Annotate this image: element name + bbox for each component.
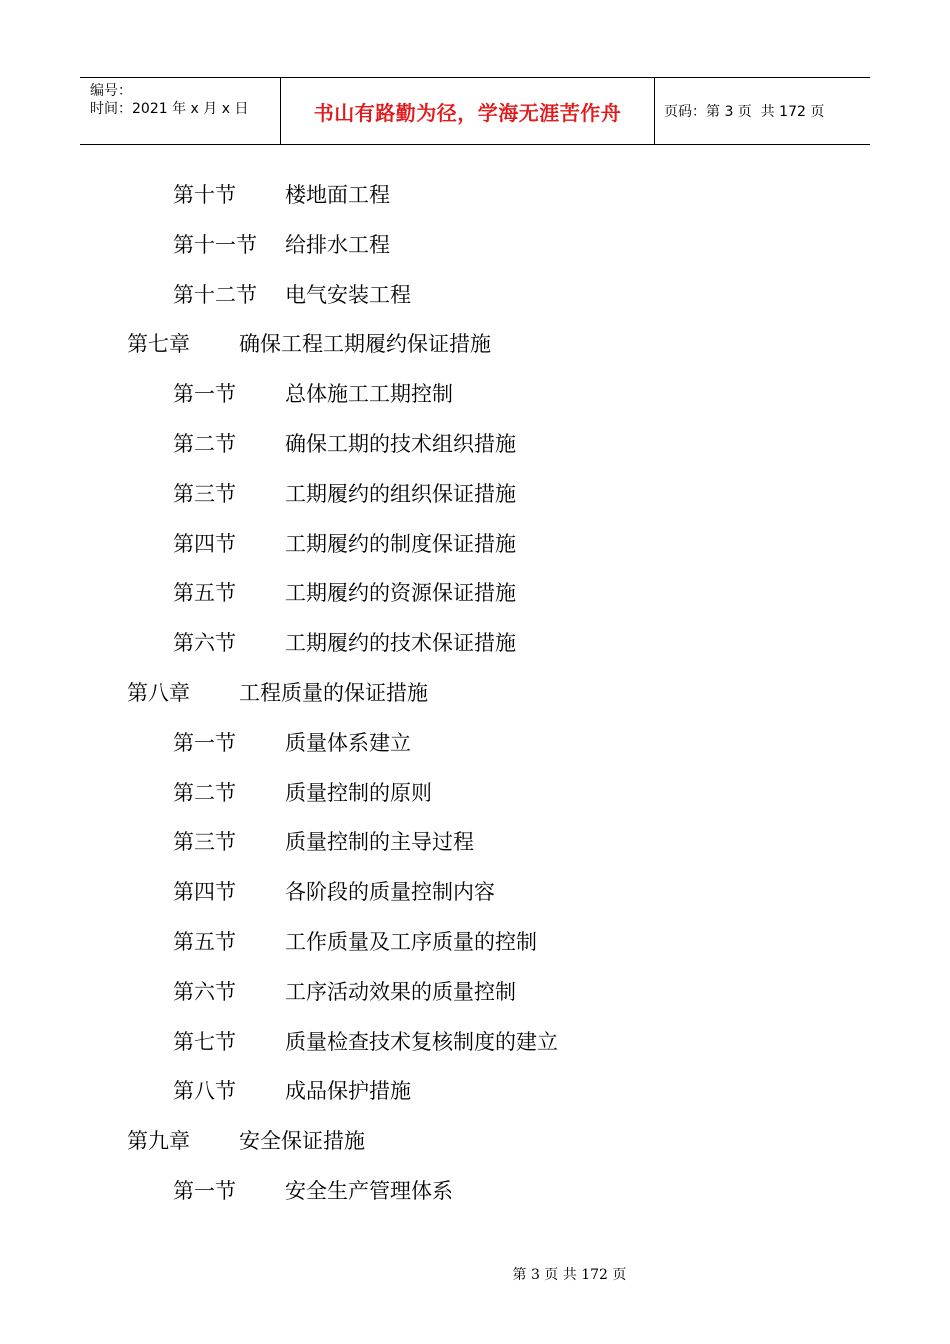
slogan-text: 书山有路勤为径，学海无涯苦作舟	[313, 100, 622, 125]
document-number-label: 编号：	[90, 83, 132, 99]
chapter-title: 安全保证措施	[239, 1129, 365, 1153]
section-number: 第十二节	[173, 283, 257, 307]
section-title: 质量检查技术复核制度的建立	[285, 1030, 558, 1054]
header-slogan-cell	[281, 78, 655, 144]
section-title: 工期履约的组织保证措施	[285, 482, 516, 506]
section-title: 工期履约的技术保证措施	[285, 631, 516, 655]
section-title: 各阶段的质量控制内容	[285, 880, 495, 904]
section-title: 质量控制的原则	[285, 781, 432, 805]
section-number: 第四节	[173, 880, 236, 904]
section-number: 第十节	[173, 183, 236, 207]
section-number: 第十一节	[173, 233, 257, 257]
section-number: 第二节	[173, 432, 236, 456]
chapter-number: 第九章	[127, 1129, 190, 1153]
chapter-title: 工程质量的保证措施	[239, 681, 428, 705]
section-number: 第六节	[173, 980, 236, 1004]
page-footer	[0, 1248, 950, 1284]
section-title: 成品保护措施	[285, 1079, 411, 1103]
header-info-cell	[80, 78, 281, 144]
section-title: 给排水工程	[285, 233, 390, 257]
document-time-label: 时间：2021 年 x 月 x 日	[90, 101, 249, 117]
section-title: 工期履约的资源保证措施	[285, 581, 516, 605]
section-number: 第三节	[173, 830, 236, 854]
section-title: 总体施工工期控制	[285, 382, 453, 406]
header-page-cell	[655, 78, 870, 144]
section-number: 第三节	[173, 482, 236, 506]
section-title: 质量体系建立	[285, 731, 411, 755]
section-number: 第六节	[173, 631, 236, 655]
chapter-title: 确保工程工期履约保证措施	[239, 332, 491, 356]
section-number: 第一节	[173, 731, 236, 755]
section-number: 第八节	[173, 1079, 236, 1103]
header-page-label: 页码：第 3 页 共 172 页	[664, 104, 825, 120]
footer-page-number: 第 3 页 共 172 页	[512, 1267, 627, 1283]
section-title: 工作质量及工序质量的控制	[285, 930, 537, 954]
section-number: 第四节	[173, 532, 236, 556]
section-number: 第一节	[173, 382, 236, 406]
section-title: 安全生产管理体系	[285, 1179, 453, 1203]
section-title: 楼地面工程	[285, 183, 390, 207]
section-title: 电气安装工程	[285, 283, 411, 307]
section-number: 第一节	[173, 1179, 236, 1203]
section-number: 第五节	[173, 930, 236, 954]
page-header	[80, 77, 870, 145]
section-number: 第五节	[173, 581, 236, 605]
section-title: 确保工期的技术组织措施	[285, 432, 516, 456]
section-number: 第七节	[173, 1030, 236, 1054]
section-title: 质量控制的主导过程	[285, 830, 474, 854]
chapter-number: 第八章	[127, 681, 190, 705]
section-number: 第二节	[173, 781, 236, 805]
section-title: 工期履约的制度保证措施	[285, 532, 516, 556]
chapter-number: 第七章	[127, 332, 190, 356]
section-title: 工序活动效果的质量控制	[285, 980, 516, 1004]
